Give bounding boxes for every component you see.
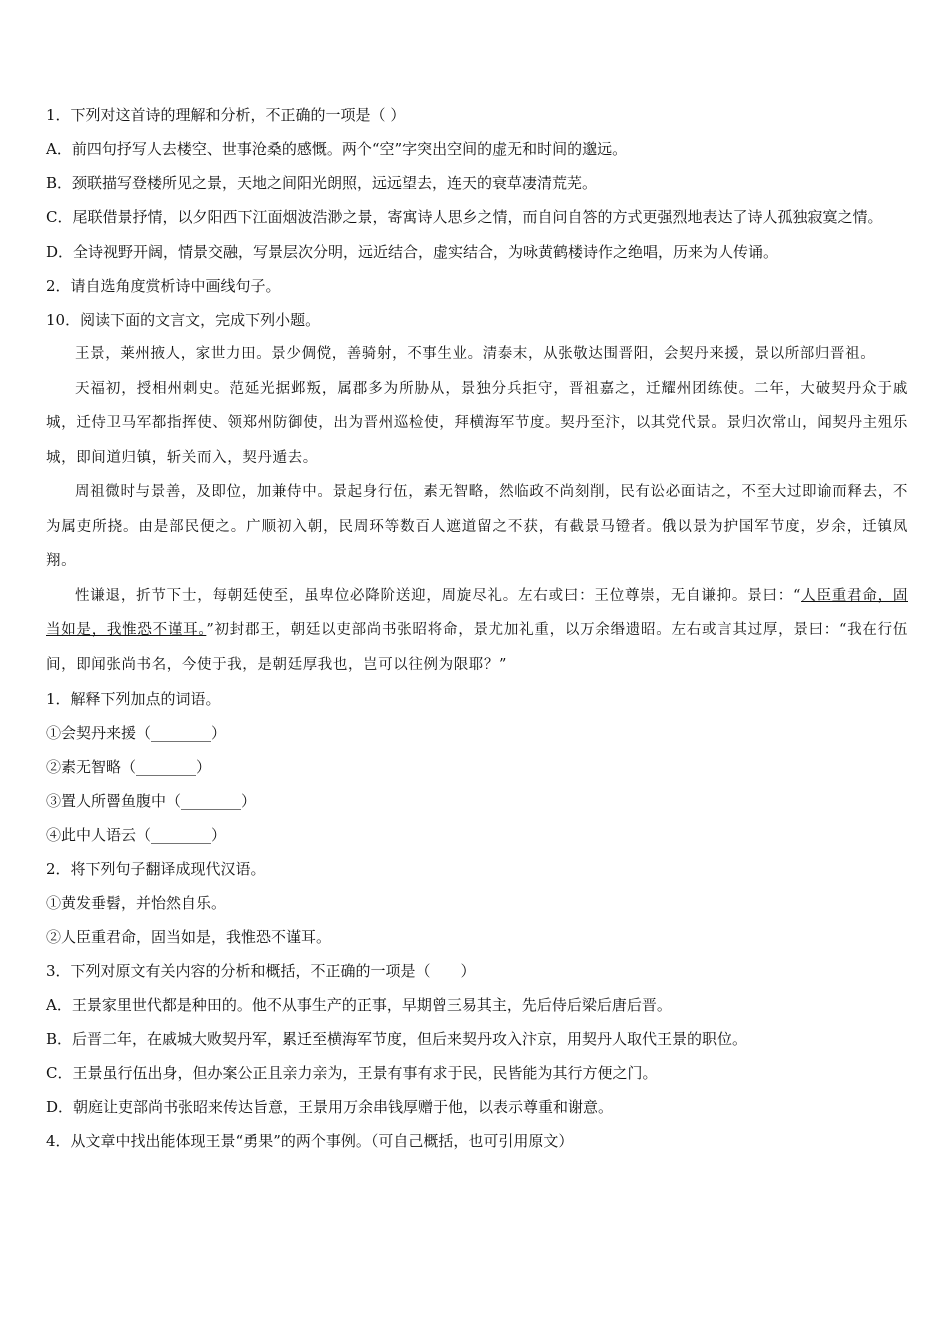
item-text: ②素无智略（ — [46, 758, 137, 776]
option-b: B．后晋二年，在戚城大败契丹军，累迁至横海军节度，但后来契丹攻入汴京，用契丹人取代王景的职位。 — [46, 1030, 748, 1048]
fill-item — [46, 750, 908, 784]
translate-item: ②人臣重君命，固当如是，我惟恐不谨耳。 — [46, 928, 332, 946]
passage-paragraph — [46, 579, 908, 683]
option-a: A．前四句抒写人去楼空、世事沧桑的感慨。两个“空”字突出空间的虚无和时间的邈远。 — [46, 140, 628, 158]
fill-item — [46, 784, 908, 818]
section-title: 10．阅读下面的文言文，完成下列小题。 — [46, 311, 321, 329]
fill-item — [46, 716, 908, 750]
question-stem: 1．解释下列加点的词语。 — [46, 690, 221, 708]
paren-close: ） — [211, 826, 227, 844]
translate-item: ①黄发垂髫，并怡然自乐。 — [46, 894, 227, 912]
option-d: D．朝庭让吏部尚书张昭来传达旨意，王景用万余串钱厚赠于他，以表示尊重和谢意。 — [46, 1098, 614, 1116]
question-stem: 4．从文章中找出能体现王景“勇果”的两个事例。（可自己概括，也可引用原文） — [46, 1132, 574, 1150]
passage-paragraph: 天福初，授相州刺史。范延光据邺叛，属郡多为所胁从，景独分兵拒守，晋祖嘉之，迁耀州团练使。二年，大破契丹众于戚城，迁侍卫马军都指挥使、领郑州防御使，出为晋州巡检使，拜横海军节度。契丹至汴，以其党代景。景归次常山，闻契丹主殂乐城，即间道归镇，斩关而入，契丹遁去。 — [46, 380, 908, 466]
paren-close: ） — [211, 724, 227, 742]
option-c: C．王景虽行伍出身，但办案公正且亲力亲为，王景有事有求于民，民皆能为其行方便之门。 — [46, 1064, 658, 1082]
answer-blank: ________ — [151, 724, 212, 742]
option-d: D．全诗视野开阔，情景交融，写景层次分明，远近结合，虚实结合，为咏黄鹤楼诗作之绝唱，历来为人传诵。 — [46, 243, 779, 261]
item-text: ③置人所罾鱼腹中（ — [46, 792, 182, 810]
question-stem: 2．将下列句子翻译成现代汉语。 — [46, 860, 266, 878]
fill-item — [46, 818, 908, 852]
text-segment: 性谦退，折节下士，每朝廷使至，虽卑位必降阶送迎，周旋尽礼。左右或曰：王位尊崇，无自谦抑。景曰：“ — [75, 587, 802, 604]
option-b: B．颈联描写登楼所见之景，天地之间阳光朗照，远远望去，连天的衰草凄清荒芜。 — [46, 174, 598, 192]
document-page — [46, 98, 908, 1158]
underlined-sentence: 人臣重君命，固当如是，我惟恐不谨耳。 — [46, 587, 908, 638]
question-stem: 2．请自选角度赏析诗中画线句子。 — [46, 277, 281, 295]
question-stem: 3．下列对原文有关内容的分析和概括，不正确的一项是（ ） — [46, 962, 476, 980]
item-text: ④此中人语云（ — [46, 826, 152, 844]
answer-blank: ________ — [136, 758, 197, 776]
text-segment: ”初封郡王，朝廷以吏部尚书张昭将命，景尤加礼重，以万余缗遗昭。左右或言其过厚，景曰：“我在行伍间，即闻张尚书名，今使于我，是朝廷厚我也，岂可以往例为限耶？” — [46, 622, 908, 673]
question-stem: 1．下列对这首诗的理解和分析，不正确的一项是（ ） — [46, 106, 406, 124]
paren-close: ） — [196, 758, 212, 776]
option-a: A．王景家里世代都是种田的。他不从事生产的正事，早期曾三易其主，先后侍后梁后唐后晋。 — [46, 996, 672, 1014]
answer-blank: ________ — [151, 826, 212, 844]
answer-blank: ________ — [181, 792, 242, 810]
option-c: C．尾联借景抒情，以夕阳西下江面烟波浩渺之景，寄寓诗人思乡之情，而自问自答的方式更强烈地表达了诗人孤独寂寞之情。 — [46, 208, 883, 226]
passage-paragraph: 周祖微时与景善，及即位，加兼侍中。景起身行伍，素无智略，然临政不尚刻削，民有讼必面诘之，不至大过即谕而释去，不为属吏所挠。由是部民便之。广顺初入朝，民周环等数百人遮道留之不获，有截景马镫者。俄以景为护国军节度，岁余，迁镇凤翔。 — [46, 484, 908, 569]
passage-paragraph: 王景，莱州掖人，家世力田。景少倜傥，善骑射，不事生业。清泰末，从张敬达围晋阳，会契丹来援，景以所部归晋祖。 — [75, 346, 876, 362]
item-text: ①会契丹来援（ — [46, 724, 152, 742]
paren-close: ） — [241, 792, 257, 810]
